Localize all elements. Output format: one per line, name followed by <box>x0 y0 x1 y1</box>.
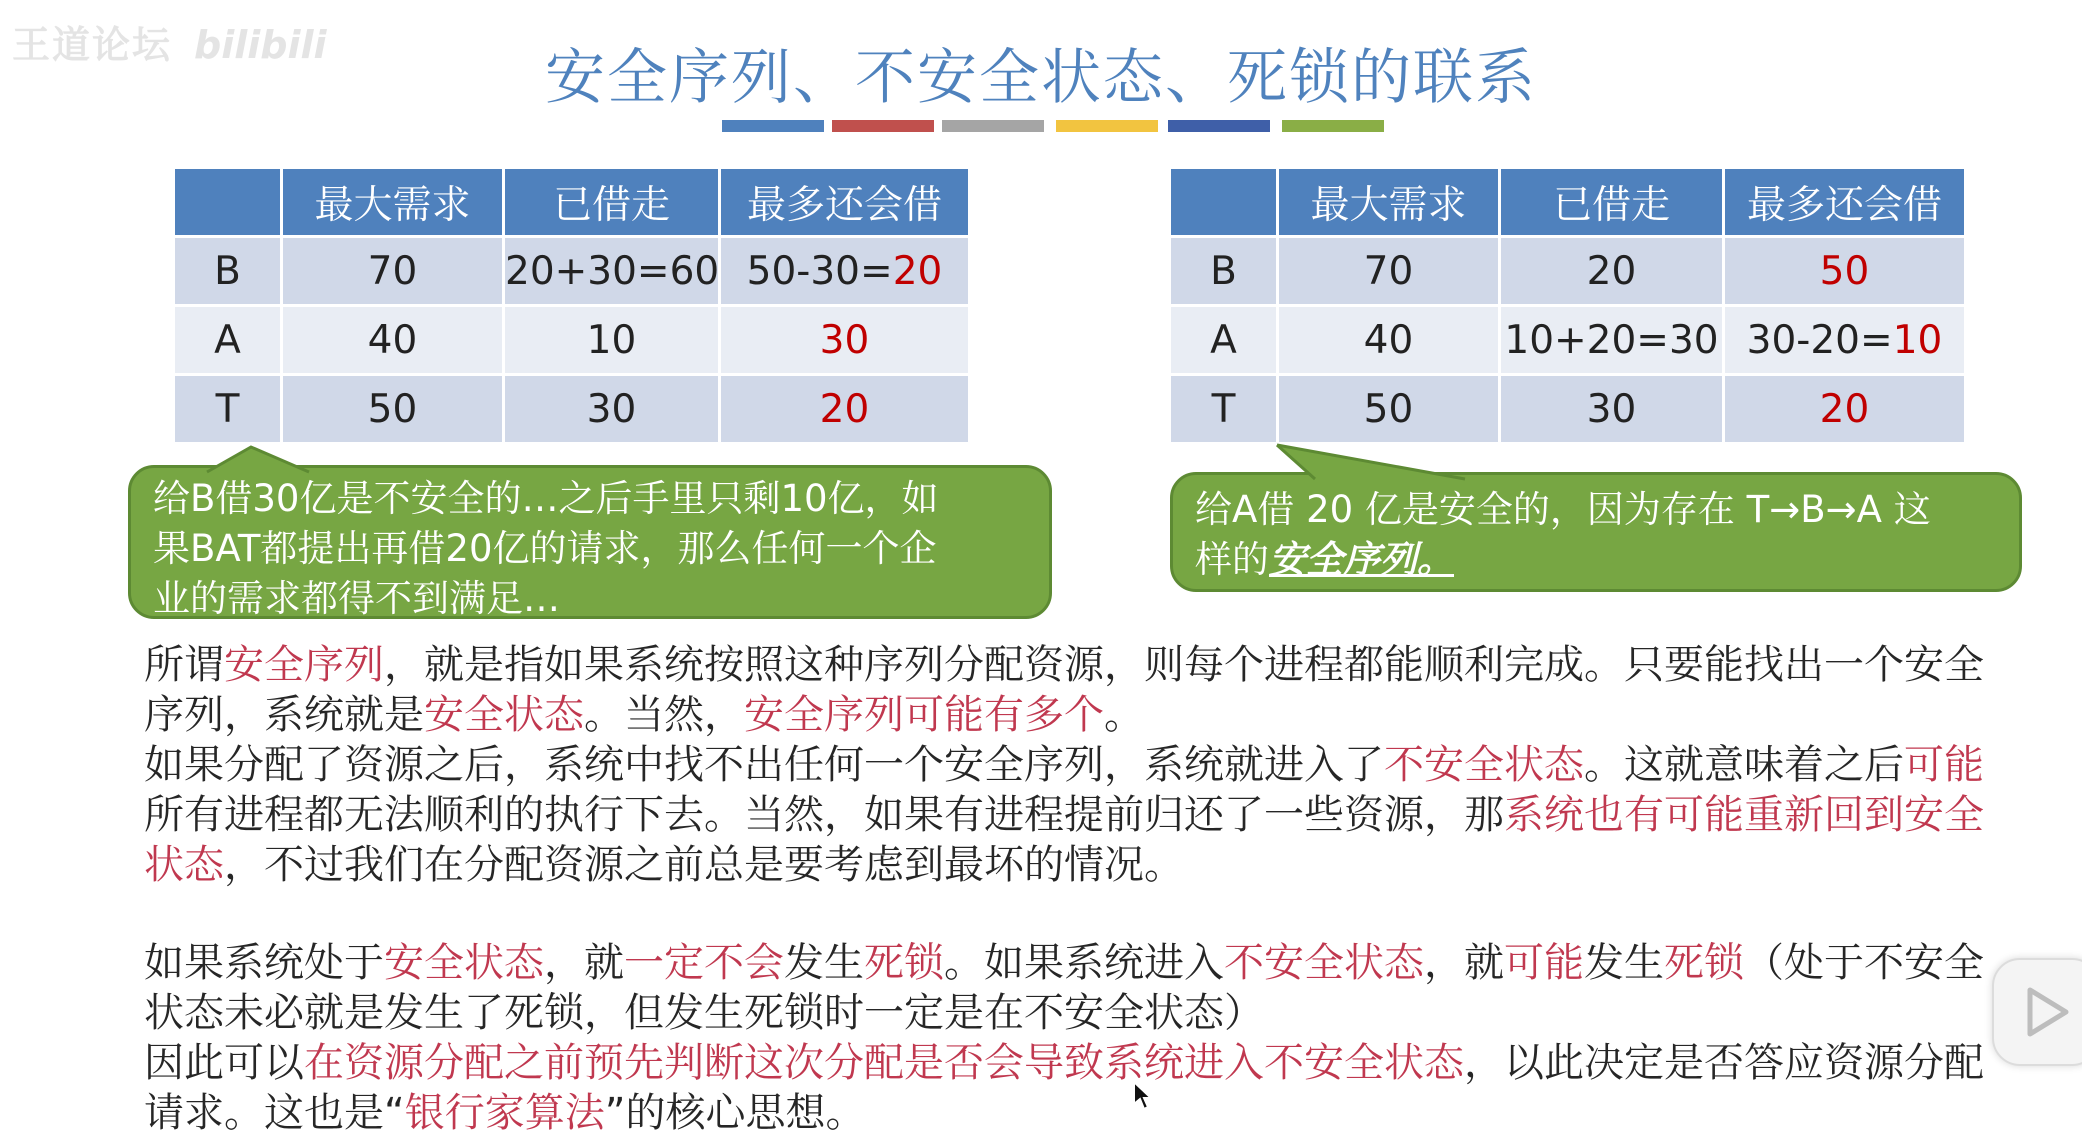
highlight-text: 死锁 <box>864 940 944 986</box>
slide-title: 安全序列、不安全状态、死锁的联系 <box>545 43 1537 113</box>
bilibili-logo: bilibili <box>194 23 327 67</box>
highlight-text: 在资源分配之前预先判断这次分配是否会导致系统进入不安全状态 <box>304 1040 1464 1086</box>
text: 如果分配了资源之后，系统中找不出任何一个安全序列，系统就进入了 <box>144 742 1384 788</box>
max-need-cell: 40 <box>1278 306 1500 375</box>
table-row <box>174 306 970 375</box>
text: ，就是指如果系统按照这种序列分配资源，则每个进程都能顺利完成。只要能找出一个安全序列，系统就是 <box>144 642 1984 738</box>
remaining-need-cell <box>720 237 970 306</box>
highlight-text: 安全状态 <box>384 940 544 986</box>
safe-sequence-emphasis: 安全序列。 <box>1269 538 1454 581</box>
highlight-text: 系统也有可能重新回到安全状态 <box>144 792 1984 888</box>
color-bar-6 <box>1282 120 1384 132</box>
right-resource-table <box>1168 166 1967 445</box>
right-callout <box>1170 472 2022 592</box>
remaining-need-cell <box>1724 306 1966 375</box>
row-label: T <box>174 375 282 444</box>
mouse-cursor-icon <box>1132 1080 1154 1112</box>
header-cell: 已借走 <box>1500 168 1724 237</box>
left-callout <box>128 465 1052 619</box>
highlight-text: 安全状态 <box>424 692 584 738</box>
highlight-text: 不安全状态 <box>1224 940 1424 986</box>
paragraph-bankers-algorithm <box>144 1038 1990 1138</box>
play-icon <box>1994 960 2082 1064</box>
borrowed-cell: 20 <box>1500 237 1724 306</box>
play-button[interactable] <box>1992 958 2082 1066</box>
header-cell <box>1170 168 1278 237</box>
borrowed-cell: 20+30=60 <box>504 237 720 306</box>
max-need-cell: 40 <box>282 306 504 375</box>
color-bar-2 <box>832 120 934 132</box>
max-need-cell: 70 <box>282 237 504 306</box>
need-value: 20 <box>819 386 870 432</box>
row-label: T <box>1170 375 1278 444</box>
text: （处于不安全状态未必就是发生了死锁，但发生死锁时一定是在不安全状态） <box>144 940 1984 1036</box>
text: 如果系统处于 <box>144 940 384 986</box>
text: 所谓 <box>144 642 224 688</box>
paragraph-deadlock-relation <box>144 938 1990 1038</box>
remaining-need-cell <box>720 306 970 375</box>
table-row <box>174 375 970 444</box>
header-cell: 最大需求 <box>282 168 504 237</box>
header-cell <box>174 168 282 237</box>
borrowed-cell: 30 <box>504 375 720 444</box>
left-resource-table <box>172 166 971 445</box>
callout-line: 给A借 20 亿是安全的，因为存在 T→B→A 这 <box>1195 488 1931 531</box>
color-bar-4 <box>1056 120 1158 132</box>
color-bar-3 <box>942 120 1044 132</box>
table-row <box>1170 375 1966 444</box>
header-cell: 最大需求 <box>1278 168 1500 237</box>
callout-line: 果BAT都提出再借20亿的请求，那么任何一个企 <box>153 527 937 570</box>
need-value: 20 <box>1819 386 1870 432</box>
row-label: A <box>174 306 282 375</box>
paragraph-unsafe-state <box>144 740 1990 890</box>
need-value: 30 <box>819 317 870 363</box>
header-cell: 已借走 <box>504 168 720 237</box>
color-bar-1 <box>722 120 824 132</box>
text: 发生 <box>1584 940 1664 986</box>
callout-line: 业的需求都得不到满足… <box>153 577 560 620</box>
row-label: B <box>1170 237 1278 306</box>
callout-line <box>1195 535 1995 585</box>
text: ，不过我们在分配资源之前总是要考虑到最坏的情况。 <box>224 842 1184 888</box>
text: 发生 <box>784 940 864 986</box>
callout-tail <box>1275 443 1475 483</box>
highlight-text: 可能 <box>1904 742 1984 788</box>
remaining-need-cell <box>720 375 970 444</box>
borrowed-cell: 10 <box>504 306 720 375</box>
callout-text: 样的 <box>1195 538 1269 581</box>
max-need-cell: 50 <box>1278 375 1500 444</box>
remaining-need-cell <box>1724 375 1966 444</box>
text: 因此可以 <box>144 1040 304 1086</box>
remaining-need-cell <box>1724 237 1966 306</box>
highlight-text: 一定不会 <box>624 940 784 986</box>
need-formula: 30-20= <box>1746 317 1893 363</box>
row-label: B <box>174 237 282 306</box>
text: 。如果系统进入 <box>944 940 1224 986</box>
highlight-text: 死锁 <box>1664 940 1744 986</box>
callout-line: 给B借30亿是不安全的…之后手里只剩10亿，如 <box>153 477 939 520</box>
text: ，就 <box>1424 940 1504 986</box>
header-cell: 最多还会借 <box>720 168 970 237</box>
highlight-text: 安全序列 <box>224 642 384 688</box>
watermark-text: 王道论坛 <box>12 23 173 67</box>
table-row <box>174 237 970 306</box>
need-value: 10 <box>1892 317 1943 363</box>
table-header-row <box>174 168 970 237</box>
text: 。 <box>1104 692 1144 738</box>
text: 。这就意味着之后 <box>1584 742 1904 788</box>
text: 。当然， <box>584 692 744 738</box>
need-formula: 50-30= <box>746 248 893 294</box>
table-row <box>1170 306 1966 375</box>
need-value: 50 <box>1819 248 1870 294</box>
max-need-cell: 50 <box>282 375 504 444</box>
highlight-text: 可能 <box>1504 940 1584 986</box>
text: ”的核心思想。 <box>604 1090 866 1136</box>
max-need-cell: 70 <box>1278 237 1500 306</box>
borrowed-cell: 30 <box>1500 375 1724 444</box>
callout-tail <box>201 445 321 475</box>
text: ，就 <box>544 940 624 986</box>
highlight-text: 银行家算法 <box>404 1090 605 1136</box>
need-value: 20 <box>892 248 943 294</box>
color-bar-5 <box>1168 120 1270 132</box>
borrowed-cell: 10+20=30 <box>1500 306 1724 375</box>
text: 所有进程都无法顺利的执行下去。当然，如果有进程提前归还了一些资源，那 <box>144 792 1504 838</box>
header-cell: 最多还会借 <box>1724 168 1966 237</box>
paragraph-safe-sequence <box>144 640 1990 740</box>
table-row <box>1170 237 1966 306</box>
highlight-text: 安全序列可能有多个 <box>744 692 1104 738</box>
highlight-text: 不安全状态 <box>1384 742 1584 788</box>
row-label: A <box>1170 306 1278 375</box>
text: ，以此决定是否答应资源分配请求。这也是“ <box>144 1040 1984 1136</box>
table-header-row <box>1170 168 1966 237</box>
